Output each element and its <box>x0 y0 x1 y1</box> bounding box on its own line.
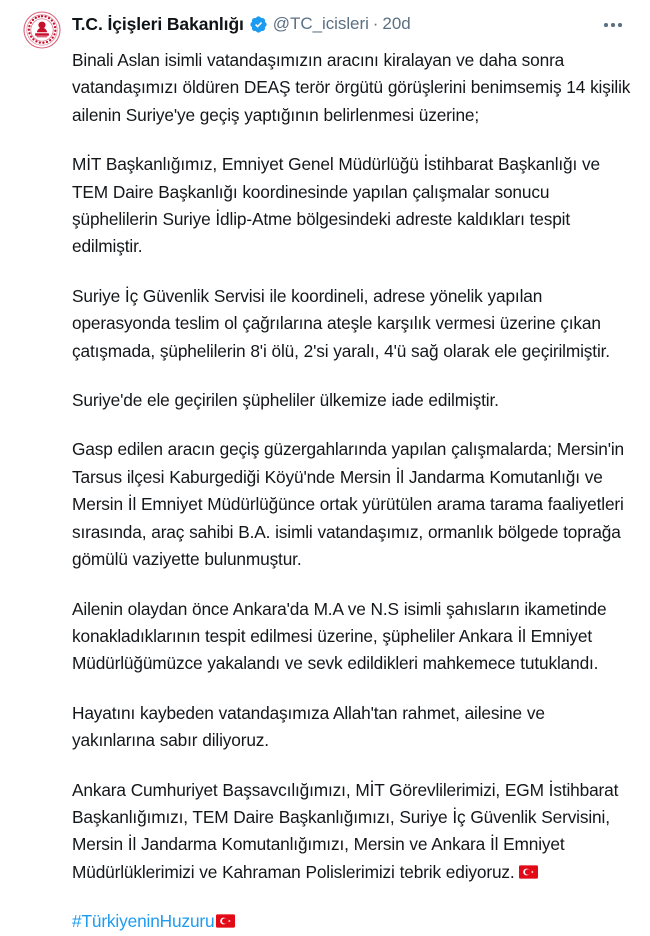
tweet-text-body <box>72 47 632 936</box>
more-dot <box>611 23 615 27</box>
handle-time-separator: · <box>372 14 379 33</box>
verified-badge-icon <box>249 15 268 34</box>
tweet-paragraph: Suriye İç Güvenlik Servisi ile koordineli, adrese yönelik yapılan operasyonda teslim ol çağrılarına ateşle karşılık vermesi üzerine çıkan çatışmada, şüphelilerin 8'i ölü, 2'si yaralı, 4'ü sağ olarak ele geçirilmiştir. <box>72 285 610 361</box>
author-display-name[interactable]: T.C. İçişleri Bakanlığı <box>72 13 244 34</box>
turkish-flag-emoji-icon <box>519 865 538 879</box>
avatar[interactable] <box>22 10 62 50</box>
hashtag-link[interactable] <box>72 911 235 931</box>
more-horizontal-icon[interactable] <box>598 14 628 36</box>
author-line <box>72 10 411 36</box>
author-handle-and-time <box>273 14 411 34</box>
more-dot <box>618 23 622 27</box>
tweet-paragraph: Gasp edilen aracın geçiş güzergahlarında yapılan çalışmalarda; Mersin'in Tarsus ilçesi Kaburgediği Köyü'nde Mersin İl Jandarma Komutanlığı ve Mersin İl Emniyet Müdürlüğünce ortak yürütülen arama tarama faaliyetleri sırasında, araç sahibi B.A. isimli vatandaşımız, ormanlık bölgede toprağa gömülü vaziyette bulunmuştur. <box>72 439 625 570</box>
author-handle[interactable]: @TC_icisleri <box>272 14 369 33</box>
tweet-paragraph: Hayatını kaybeden vatandaşımıza Allah'tan rahmet, ailesine ve yakınlarına sabır diliyoruz. <box>72 702 545 751</box>
tweet-header <box>22 10 628 40</box>
turkish-flag-emoji-icon <box>216 914 235 928</box>
turkish-interior-ministry-emblem-icon <box>22 10 62 50</box>
tweet-paragraph: Suriye'de ele geçirilen şüpheliler ülkemize iade edilmiştir. <box>72 390 499 411</box>
tweet-paragraph: Ailenin olaydan önce Ankara'da M.A ve N.S isimli şahısların ikametinde konakladıklarının tespit edilmesi üzerine, şüpheliler Ankara İl Emniyet Müdürlüğümüzce yakalandı ve sevk edildikleri mahkemece tutuklandı. <box>72 598 607 674</box>
tweet-paragraph-with-flag <box>72 777 632 887</box>
more-dot <box>604 23 608 27</box>
tweet-paragraph: MİT Başkanlığımız, Emniyet Genel Müdürlüğü İstihbarat Başkanlığı ve TEM Daire Başkanlığı koordinesinde yapılan çalışmalar sonucu şüphelilerin Suriye İdlip-Atme bölgesindeki adreste kaldıkları tespit edilmiştir. <box>72 154 600 257</box>
tweet-paragraph: Binali Aslan isimli vatandaşımızın aracını kiralayan ve daha sonra vatandaşımızı öldüren DEAŞ terör örgütü görüşlerini benimsemiş 14 kişilik ailenin Suriye'ye geçiş yaptığının belirlenmesi üzerine; <box>72 50 631 125</box>
hashtag-text: #TürkiyeninHuzuru <box>72 911 215 932</box>
tweet-paragraph-text: Ankara Cumhuriyet Başsavcılığımızı, MİT Görevlilerimizi, EGM İstihbarat Başkanlığımızı, TEM Daire Başkanlığımızı, Suriye İç Güvenlik Servisini, Mersin İl Jandarma Komutanlığımızı, Mersin ve Ankara İl Emniyet Müdürlüklerimizi ve Kahraman Polislerimizi tebrik ediyoruz. <box>72 779 619 882</box>
post-timestamp[interactable]: 20d <box>382 14 411 33</box>
